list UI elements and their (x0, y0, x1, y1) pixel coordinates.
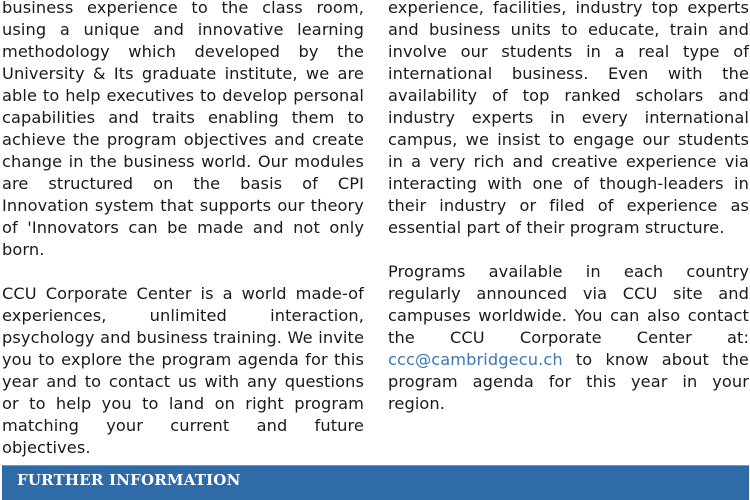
left-paragraph-2: CCU Corporate Center is a world made-of experiences, unlimited interaction, psychology and business training. We invite you to explore the program agenda for this year and to contact us with any questions or to help you to land on right program matching your current and future objectives. (2, 284, 364, 457)
left-column (2, 0, 364, 481)
right-paragraph-2-text-start: Programs available in each country regularly announced via CCU site and campuses worldwide. You can also contact the CCU Corporate Center at: (388, 262, 749, 347)
right-column (388, 0, 749, 437)
email-link[interactable]: ccc@cambridgecu.ch (388, 350, 563, 369)
right-paragraph-2-text-end: to know about the program agenda for this year in your region. (388, 350, 749, 413)
right-paragraph-2 (388, 261, 749, 415)
further-information-title: FURTHER INFORMATION (17, 471, 241, 489)
further-information-bar (2, 465, 749, 500)
right-paragraph-1: experience, facilities, industry top experts and business units to educate, train and involve our students in a real type of international business. Even with the availability of top ranked scholars and industry experts in every international campus, we insist to engage our students in a very rich and creative experience via interacting with one of though-leaders in their industry or filed of experience as essential part of their program structure. (388, 0, 749, 237)
left-paragraph-1: business experience to the class room, using a unique and innovative learning methodology which developed by the University & Its graduate institute, we are able to help executives to develop personal capabilities and traits enabling them to achieve the program objectives and create change in the business world. Our modules are structured on the basis of CPI Innovation system that supports our theory of 'Innovators can be made and not only born. (2, 0, 364, 259)
